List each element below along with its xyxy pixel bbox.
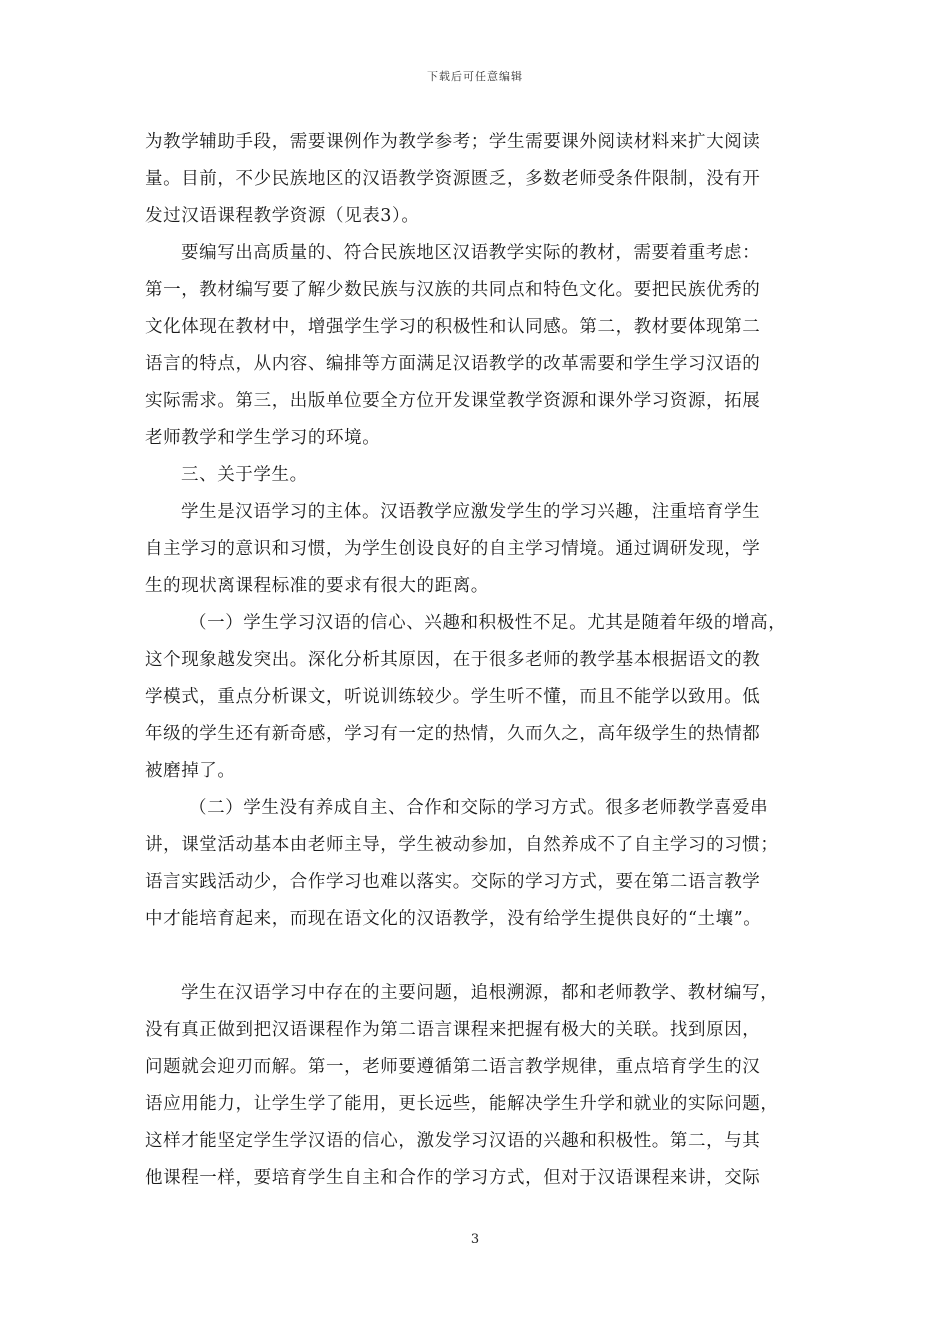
paragraph xyxy=(145,235,810,457)
text-line: 中才能培育起来，而现在语文化的汉语教学，没有给学生提供良好的“土壤”。 xyxy=(145,909,762,929)
text-line: 年级的学生还有新奇感，学习有一定的热情，久而久之，高年级学生的热情都 xyxy=(145,724,761,744)
text-line: （一）学生学习汉语的信心、兴趣和积极性不足。尤其是随着年级的增高， xyxy=(189,613,787,633)
text-line: 为教学辅助手段，需要课例作为教学参考；学生需要课外阅读材料来扩大阅读 xyxy=(145,132,761,152)
text-line: 被磨掉了。 xyxy=(145,761,236,781)
paragraph xyxy=(145,975,810,1197)
paragraph xyxy=(145,124,810,235)
text-line: 老师教学和学生学习的环境。 xyxy=(145,428,381,448)
blank-line xyxy=(145,938,810,975)
text-line: （二）学生没有养成自主、合作和交际的学习方式。很多老师教学喜爱串 xyxy=(189,798,769,818)
document-body xyxy=(145,124,810,1197)
text-line: 生的现状离课程标准的要求有很大的距离。 xyxy=(145,576,489,596)
text-line: 要编写出高质量的、符合民族地区汉语教学实际的教材，需要着重考虑： xyxy=(181,243,761,263)
text-line: 问题就会迎刃而解。第一，老师要遵循第二语言教学规律，重点培育学生的汉 xyxy=(145,1057,761,1077)
text-line: 语言的特点，从内容、编排等方面满足汉语教学的改革需要和学生学习汉语的 xyxy=(145,354,761,374)
text-line: 这样才能坚定学生学汉语的信心，激发学习汉语的兴趣和积极性。第二，与其 xyxy=(145,1131,761,1151)
text-line: 学生是汉语学习的主体。汉语教学应激发学生的学习兴趣，注重培育学生 xyxy=(181,502,761,522)
text-line: 文化体现在教材中，增强学生学习的积极性和认同感。第二，教材要体现第二 xyxy=(145,317,761,337)
text-line: 语言实践活动少，合作学习也难以落实。交际的学习方式，要在第二语言教学 xyxy=(145,872,761,892)
text-line: 语应用能力，让学生学了能用，更长远些，能解决学生升学和就业的实际问题， xyxy=(145,1094,779,1114)
text-line: 讲，课堂活动基本由老师主导，学生被动参加，自然养成不了自主学习的习惯； xyxy=(145,835,779,855)
text-line: 三、关于学生。 xyxy=(181,465,308,485)
paragraph xyxy=(145,605,810,790)
text-line: 发过汉语课程教学资源（见表3）。 xyxy=(145,206,420,226)
text-line: 没有真正做到把汉语课程作为第二语言课程来把握有极大的关联。找到原因， xyxy=(145,1020,761,1040)
paragraph xyxy=(145,494,810,605)
paragraph xyxy=(145,790,810,938)
section-heading xyxy=(145,457,810,494)
text-line: 这个现象越发突出。深化分析其原因，在于很多老师的教学基本根据语文的教 xyxy=(145,650,761,670)
text-line: 第一，教材编写要了解少数民族与汉族的共同点和特色文化。要把民族优秀的 xyxy=(145,280,761,300)
page-header-note: 下载后可任意编辑 xyxy=(427,70,523,83)
text-line: 他课程一样，要培育学生自主和合作的学习方式，但对于汉语课程来讲，交际 xyxy=(145,1168,761,1188)
text-line: 自主学习的意识和习惯，为学生创设良好的自主学习情境。通过调研发现，学 xyxy=(145,539,761,559)
page-number: 3 xyxy=(470,1232,480,1247)
text-line: 量。目前，不少民族地区的汉语教学资源匮乏，多数老师受条件限制，没有开 xyxy=(145,169,761,189)
text-line: 学生在汉语学习中存在的主要问题，追根溯源，都和老师教学、教材编写， xyxy=(181,983,779,1003)
text-line: 学模式，重点分析课文，听说训练较少。学生听不懂，而且不能学以致用。低 xyxy=(145,687,761,707)
text-line: 实际需求。第三，出版单位要全方位开发课堂教学资源和课外学习资源，拓展 xyxy=(145,391,761,411)
